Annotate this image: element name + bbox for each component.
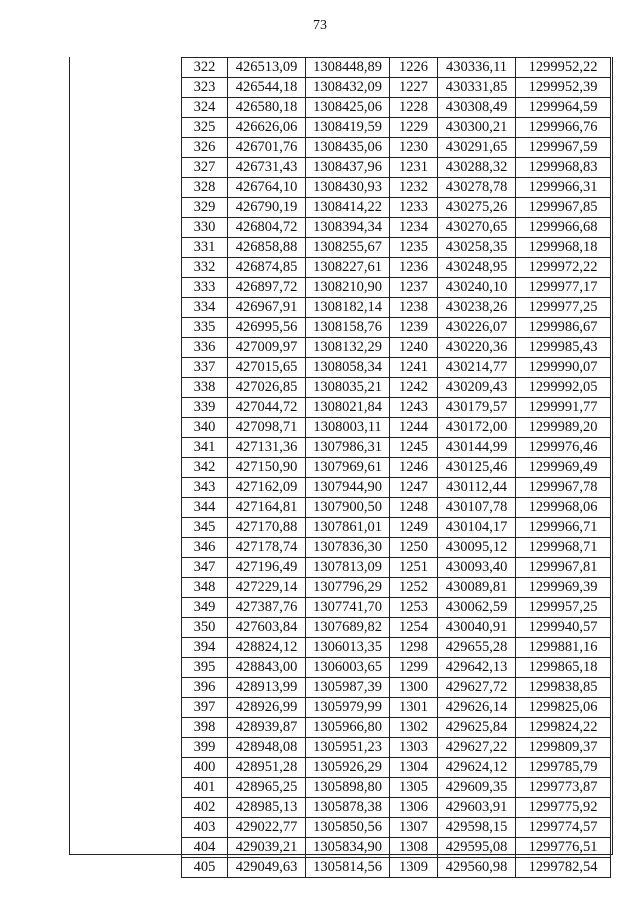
- point-number-a-cell: 403: [182, 818, 228, 838]
- point-number-b-cell: 1231: [390, 158, 438, 178]
- x-coordinate-b-cell: 430308,49: [438, 98, 516, 118]
- y-coordinate-b-cell: 1299977,25: [516, 298, 611, 318]
- y-coordinate-b-cell: 1299775,92: [516, 798, 611, 818]
- x-coordinate-a-cell: 428965,25: [228, 778, 306, 798]
- point-number-b-cell: 1233: [390, 198, 438, 218]
- x-coordinate-b-cell: 429627,22: [438, 738, 516, 758]
- point-number-b-cell: 1303: [390, 738, 438, 758]
- y-coordinate-b-cell: 1299967,78: [516, 478, 611, 498]
- x-coordinate-a-cell: 426967,91: [228, 298, 306, 318]
- y-coordinate-b-cell: 1299991,77: [516, 398, 611, 418]
- x-coordinate-a-cell: 426858,88: [228, 238, 306, 258]
- point-number-b-cell: 1306: [390, 798, 438, 818]
- point-number-a-cell: 328: [182, 178, 228, 198]
- point-number-b-cell: 1239: [390, 318, 438, 338]
- table-row: [182, 718, 611, 738]
- point-number-b-cell: 1227: [390, 78, 438, 98]
- point-number-a-cell: 349: [182, 598, 228, 618]
- y-coordinate-b-cell: 1299952,39: [516, 78, 611, 98]
- x-coordinate-a-cell: 426764,10: [228, 178, 306, 198]
- y-coordinate-a-cell: 1305814,56: [306, 858, 390, 878]
- point-number-b-cell: 1307: [390, 818, 438, 838]
- point-number-b-cell: 1249: [390, 518, 438, 538]
- x-coordinate-b-cell: 430144,99: [438, 438, 516, 458]
- page-number: 73: [313, 18, 327, 33]
- y-coordinate-b-cell: 1299977,17: [516, 278, 611, 298]
- table-row: [182, 438, 611, 458]
- x-coordinate-a-cell: 428913,99: [228, 678, 306, 698]
- x-coordinate-b-cell: 430270,65: [438, 218, 516, 238]
- x-coordinate-a-cell: 426626,06: [228, 118, 306, 138]
- x-coordinate-b-cell: 430278,78: [438, 178, 516, 198]
- x-coordinate-b-cell: 430238,26: [438, 298, 516, 318]
- point-number-a-cell: 405: [182, 858, 228, 878]
- table-row: [182, 138, 611, 158]
- y-coordinate-b-cell: 1299957,25: [516, 598, 611, 618]
- y-coordinate-a-cell: 1308210,90: [306, 278, 390, 298]
- y-coordinate-b-cell: 1299968,18: [516, 238, 611, 258]
- y-coordinate-b-cell: 1299976,46: [516, 438, 611, 458]
- table-row: [182, 598, 611, 618]
- table-row: [182, 798, 611, 818]
- coordinates-table-body: [182, 58, 611, 878]
- point-number-b-cell: 1254: [390, 618, 438, 638]
- point-number-b-cell: 1251: [390, 558, 438, 578]
- x-coordinate-b-cell: 429625,84: [438, 718, 516, 738]
- x-coordinate-b-cell: 430226,07: [438, 318, 516, 338]
- x-coordinate-b-cell: 429642,13: [438, 658, 516, 678]
- y-coordinate-a-cell: 1307813,09: [306, 558, 390, 578]
- x-coordinate-b-cell: 430179,57: [438, 398, 516, 418]
- x-coordinate-b-cell: 429627,72: [438, 678, 516, 698]
- point-number-b-cell: 1245: [390, 438, 438, 458]
- x-coordinate-a-cell: 428939,87: [228, 718, 306, 738]
- point-number-b-cell: 1252: [390, 578, 438, 598]
- x-coordinate-a-cell: 428951,28: [228, 758, 306, 778]
- y-coordinate-b-cell: 1299967,81: [516, 558, 611, 578]
- y-coordinate-b-cell: 1299865,18: [516, 658, 611, 678]
- x-coordinate-b-cell: 430062,59: [438, 598, 516, 618]
- x-coordinate-a-cell: 427603,84: [228, 618, 306, 638]
- table-row: [182, 238, 611, 258]
- y-coordinate-b-cell: 1299881,16: [516, 638, 611, 658]
- y-coordinate-a-cell: 1308035,21: [306, 378, 390, 398]
- table-row: [182, 638, 611, 658]
- table-row: [182, 298, 611, 318]
- table-row: [182, 778, 611, 798]
- y-coordinate-a-cell: 1307986,31: [306, 438, 390, 458]
- y-coordinate-b-cell: 1299966,76: [516, 118, 611, 138]
- y-coordinate-b-cell: 1299986,67: [516, 318, 611, 338]
- y-coordinate-b-cell: 1299966,68: [516, 218, 611, 238]
- y-coordinate-b-cell: 1299968,83: [516, 158, 611, 178]
- table-row: [182, 178, 611, 198]
- x-coordinate-a-cell: 426874,85: [228, 258, 306, 278]
- point-number-b-cell: 1234: [390, 218, 438, 238]
- x-coordinate-b-cell: 430040,91: [438, 618, 516, 638]
- point-number-b-cell: 1309: [390, 858, 438, 878]
- point-number-a-cell: 347: [182, 558, 228, 578]
- x-coordinate-b-cell: 430095,12: [438, 538, 516, 558]
- y-coordinate-a-cell: 1308132,29: [306, 338, 390, 358]
- x-coordinate-a-cell: 427026,85: [228, 378, 306, 398]
- y-coordinate-a-cell: 1305834,90: [306, 838, 390, 858]
- point-number-b-cell: 1226: [390, 58, 438, 78]
- x-coordinate-a-cell: 427044,72: [228, 398, 306, 418]
- point-number-b-cell: 1229: [390, 118, 438, 138]
- point-number-a-cell: 348: [182, 578, 228, 598]
- y-coordinate-a-cell: 1307689,82: [306, 618, 390, 638]
- y-coordinate-a-cell: 1305951,23: [306, 738, 390, 758]
- y-coordinate-a-cell: 1306013,35: [306, 638, 390, 658]
- y-coordinate-a-cell: 1305898,80: [306, 778, 390, 798]
- y-coordinate-b-cell: 1299782,54: [516, 858, 611, 878]
- y-coordinate-b-cell: 1299985,43: [516, 338, 611, 358]
- y-coordinate-b-cell: 1299809,37: [516, 738, 611, 758]
- x-coordinate-a-cell: 426790,19: [228, 198, 306, 218]
- x-coordinate-b-cell: 430104,17: [438, 518, 516, 538]
- x-coordinate-a-cell: 428948,08: [228, 738, 306, 758]
- x-coordinate-a-cell: 426897,72: [228, 278, 306, 298]
- point-number-a-cell: 398: [182, 718, 228, 738]
- y-coordinate-b-cell: 1299964,59: [516, 98, 611, 118]
- table-row: [182, 378, 611, 398]
- point-number-b-cell: 1302: [390, 718, 438, 738]
- point-number-a-cell: 323: [182, 78, 228, 98]
- point-number-b-cell: 1250: [390, 538, 438, 558]
- point-number-b-cell: 1298: [390, 638, 438, 658]
- point-number-a-cell: 333: [182, 278, 228, 298]
- x-coordinate-a-cell: 427015,65: [228, 358, 306, 378]
- y-coordinate-a-cell: 1305878,38: [306, 798, 390, 818]
- point-number-a-cell: 343: [182, 478, 228, 498]
- point-number-b-cell: 1246: [390, 458, 438, 478]
- point-number-a-cell: 338: [182, 378, 228, 398]
- x-coordinate-b-cell: 429603,91: [438, 798, 516, 818]
- table-row: [182, 218, 611, 238]
- point-number-a-cell: 325: [182, 118, 228, 138]
- y-coordinate-a-cell: 1308182,14: [306, 298, 390, 318]
- y-coordinate-a-cell: 1308430,93: [306, 178, 390, 198]
- table-row: [182, 578, 611, 598]
- y-coordinate-a-cell: 1307861,01: [306, 518, 390, 538]
- point-number-b-cell: 1304: [390, 758, 438, 778]
- point-number-b-cell: 1301: [390, 698, 438, 718]
- y-coordinate-b-cell: 1299990,07: [516, 358, 611, 378]
- point-number-a-cell: 345: [182, 518, 228, 538]
- y-coordinate-b-cell: 1299774,57: [516, 818, 611, 838]
- point-number-b-cell: 1299: [390, 658, 438, 678]
- x-coordinate-a-cell: 427164,81: [228, 498, 306, 518]
- x-coordinate-b-cell: 430291,65: [438, 138, 516, 158]
- point-number-a-cell: 331: [182, 238, 228, 258]
- point-number-b-cell: 1236: [390, 258, 438, 278]
- point-number-b-cell: 1308: [390, 838, 438, 858]
- point-number-b-cell: 1305: [390, 778, 438, 798]
- point-number-a-cell: 402: [182, 798, 228, 818]
- y-coordinate-a-cell: 1307944,90: [306, 478, 390, 498]
- table-row: [182, 278, 611, 298]
- x-coordinate-a-cell: 428926,99: [228, 698, 306, 718]
- table-row: [182, 538, 611, 558]
- table-row: [182, 478, 611, 498]
- y-coordinate-a-cell: 1308394,34: [306, 218, 390, 238]
- y-coordinate-a-cell: 1308432,09: [306, 78, 390, 98]
- y-coordinate-b-cell: 1299967,85: [516, 198, 611, 218]
- point-number-a-cell: 330: [182, 218, 228, 238]
- y-coordinate-b-cell: 1299773,87: [516, 778, 611, 798]
- x-coordinate-b-cell: 430288,32: [438, 158, 516, 178]
- y-coordinate-b-cell: 1299969,49: [516, 458, 611, 478]
- y-coordinate-b-cell: 1299952,22: [516, 58, 611, 78]
- table-row: [182, 858, 611, 878]
- point-number-a-cell: 397: [182, 698, 228, 718]
- x-coordinate-a-cell: 427170,88: [228, 518, 306, 538]
- table-row: [182, 498, 611, 518]
- point-number-a-cell: 339: [182, 398, 228, 418]
- point-number-a-cell: 335: [182, 318, 228, 338]
- point-number-a-cell: 334: [182, 298, 228, 318]
- point-number-b-cell: 1253: [390, 598, 438, 618]
- point-number-b-cell: 1238: [390, 298, 438, 318]
- y-coordinate-a-cell: 1307969,61: [306, 458, 390, 478]
- y-coordinate-a-cell: 1307741,70: [306, 598, 390, 618]
- y-coordinate-a-cell: 1307796,29: [306, 578, 390, 598]
- table-row: [182, 338, 611, 358]
- x-coordinate-b-cell: 430258,35: [438, 238, 516, 258]
- point-number-a-cell: 350: [182, 618, 228, 638]
- point-number-a-cell: 344: [182, 498, 228, 518]
- x-coordinate-a-cell: 427229,14: [228, 578, 306, 598]
- x-coordinate-a-cell: 426580,18: [228, 98, 306, 118]
- y-coordinate-a-cell: 1308414,22: [306, 198, 390, 218]
- x-coordinate-b-cell: 430300,21: [438, 118, 516, 138]
- x-coordinate-a-cell: 426701,76: [228, 138, 306, 158]
- y-coordinate-b-cell: 1299838,85: [516, 678, 611, 698]
- y-coordinate-a-cell: 1308058,34: [306, 358, 390, 378]
- x-coordinate-b-cell: 430331,85: [438, 78, 516, 98]
- table-row: [182, 158, 611, 178]
- x-coordinate-b-cell: 430248,95: [438, 258, 516, 278]
- table-row: [182, 418, 611, 438]
- y-coordinate-a-cell: 1308227,61: [306, 258, 390, 278]
- x-coordinate-a-cell: 427387,76: [228, 598, 306, 618]
- point-number-a-cell: 342: [182, 458, 228, 478]
- x-coordinate-b-cell: 429624,12: [438, 758, 516, 778]
- table-row: [182, 658, 611, 678]
- blank-column: [69, 57, 181, 854]
- y-coordinate-b-cell: 1299776,51: [516, 838, 611, 858]
- y-coordinate-a-cell: 1305850,56: [306, 818, 390, 838]
- table-row: [182, 198, 611, 218]
- y-coordinate-a-cell: 1305966,80: [306, 718, 390, 738]
- point-number-a-cell: 404: [182, 838, 228, 858]
- x-coordinate-a-cell: 427162,09: [228, 478, 306, 498]
- point-number-a-cell: 326: [182, 138, 228, 158]
- point-number-b-cell: 1228: [390, 98, 438, 118]
- point-number-b-cell: 1248: [390, 498, 438, 518]
- point-number-a-cell: 341: [182, 438, 228, 458]
- x-coordinate-b-cell: 430214,77: [438, 358, 516, 378]
- x-coordinate-b-cell: 429598,15: [438, 818, 516, 838]
- point-number-b-cell: 1240: [390, 338, 438, 358]
- point-number-a-cell: 337: [182, 358, 228, 378]
- point-number-a-cell: 399: [182, 738, 228, 758]
- table-row: [182, 458, 611, 478]
- x-coordinate-b-cell: 430107,78: [438, 498, 516, 518]
- x-coordinate-a-cell: 427098,71: [228, 418, 306, 438]
- table-row: [182, 518, 611, 538]
- point-number-b-cell: 1242: [390, 378, 438, 398]
- point-number-a-cell: 394: [182, 638, 228, 658]
- x-coordinate-a-cell: 428985,13: [228, 798, 306, 818]
- point-number-a-cell: 322: [182, 58, 228, 78]
- y-coordinate-a-cell: 1305979,99: [306, 698, 390, 718]
- point-number-a-cell: 401: [182, 778, 228, 798]
- y-coordinate-a-cell: 1308021,84: [306, 398, 390, 418]
- point-number-b-cell: 1244: [390, 418, 438, 438]
- point-number-b-cell: 1300: [390, 678, 438, 698]
- y-coordinate-a-cell: 1308435,06: [306, 138, 390, 158]
- x-coordinate-a-cell: 426513,09: [228, 58, 306, 78]
- y-coordinate-b-cell: 1299785,79: [516, 758, 611, 778]
- x-coordinate-a-cell: 428824,12: [228, 638, 306, 658]
- x-coordinate-b-cell: 430275,26: [438, 198, 516, 218]
- point-number-a-cell: 340: [182, 418, 228, 438]
- table-row: [182, 558, 611, 578]
- x-coordinate-a-cell: 429039,21: [228, 838, 306, 858]
- table-row: [182, 98, 611, 118]
- table-row: [182, 358, 611, 378]
- y-coordinate-a-cell: 1308158,76: [306, 318, 390, 338]
- coordinates-table: [181, 57, 611, 878]
- x-coordinate-a-cell: 427196,49: [228, 558, 306, 578]
- point-number-b-cell: 1232: [390, 178, 438, 198]
- table-row: [182, 258, 611, 278]
- y-coordinate-b-cell: 1299967,59: [516, 138, 611, 158]
- table-row: [182, 398, 611, 418]
- y-coordinate-b-cell: 1299940,57: [516, 618, 611, 638]
- x-coordinate-b-cell: 430220,36: [438, 338, 516, 358]
- y-coordinate-b-cell: 1299966,31: [516, 178, 611, 198]
- y-coordinate-a-cell: 1308003,11: [306, 418, 390, 438]
- y-coordinate-a-cell: 1305987,39: [306, 678, 390, 698]
- table-row: [182, 698, 611, 718]
- x-coordinate-a-cell: 426544,18: [228, 78, 306, 98]
- x-coordinate-b-cell: 430209,43: [438, 378, 516, 398]
- x-coordinate-a-cell: 426731,43: [228, 158, 306, 178]
- point-number-a-cell: 329: [182, 198, 228, 218]
- point-number-a-cell: 324: [182, 98, 228, 118]
- y-coordinate-a-cell: 1307900,50: [306, 498, 390, 518]
- table-row: [182, 318, 611, 338]
- table-row: [182, 618, 611, 638]
- point-number-a-cell: 396: [182, 678, 228, 698]
- table-row: [182, 838, 611, 858]
- y-coordinate-b-cell: 1299972,22: [516, 258, 611, 278]
- point-number-a-cell: 327: [182, 158, 228, 178]
- x-coordinate-a-cell: 429049,63: [228, 858, 306, 878]
- y-coordinate-b-cell: 1299992,05: [516, 378, 611, 398]
- x-coordinate-b-cell: 430240,10: [438, 278, 516, 298]
- x-coordinate-a-cell: 426995,56: [228, 318, 306, 338]
- x-coordinate-b-cell: 430172,00: [438, 418, 516, 438]
- y-coordinate-a-cell: 1308448,89: [306, 58, 390, 78]
- x-coordinate-b-cell: 429609,35: [438, 778, 516, 798]
- y-coordinate-b-cell: 1299824,22: [516, 718, 611, 738]
- y-coordinate-a-cell: 1305926,29: [306, 758, 390, 778]
- x-coordinate-a-cell: 429022,77: [228, 818, 306, 838]
- x-coordinate-b-cell: 429560,98: [438, 858, 516, 878]
- x-coordinate-b-cell: 429655,28: [438, 638, 516, 658]
- point-number-b-cell: 1247: [390, 478, 438, 498]
- y-coordinate-a-cell: 1307836,30: [306, 538, 390, 558]
- x-coordinate-b-cell: 430093,40: [438, 558, 516, 578]
- x-coordinate-b-cell: 429595,08: [438, 838, 516, 858]
- table-row: [182, 58, 611, 78]
- point-number-b-cell: 1237: [390, 278, 438, 298]
- table-row: [182, 118, 611, 138]
- x-coordinate-a-cell: 426804,72: [228, 218, 306, 238]
- x-coordinate-a-cell: 427009,97: [228, 338, 306, 358]
- y-coordinate-b-cell: 1299825,06: [516, 698, 611, 718]
- y-coordinate-b-cell: 1299989,20: [516, 418, 611, 438]
- table-row: [182, 738, 611, 758]
- point-number-b-cell: 1243: [390, 398, 438, 418]
- point-number-a-cell: 346: [182, 538, 228, 558]
- x-coordinate-a-cell: 428843,00: [228, 658, 306, 678]
- table-row: [182, 78, 611, 98]
- table-row: [182, 818, 611, 838]
- point-number-a-cell: 395: [182, 658, 228, 678]
- table-row: [182, 758, 611, 778]
- y-coordinate-b-cell: 1299966,71: [516, 518, 611, 538]
- y-coordinate-a-cell: 1308437,96: [306, 158, 390, 178]
- y-coordinate-b-cell: 1299968,06: [516, 498, 611, 518]
- point-number-a-cell: 400: [182, 758, 228, 778]
- x-coordinate-b-cell: 430125,46: [438, 458, 516, 478]
- x-coordinate-b-cell: 430089,81: [438, 578, 516, 598]
- point-number-b-cell: 1241: [390, 358, 438, 378]
- y-coordinate-b-cell: 1299968,71: [516, 538, 611, 558]
- y-coordinate-a-cell: 1308419,59: [306, 118, 390, 138]
- x-coordinate-b-cell: 430112,44: [438, 478, 516, 498]
- point-number-b-cell: 1230: [390, 138, 438, 158]
- y-coordinate-a-cell: 1308255,67: [306, 238, 390, 258]
- x-coordinate-a-cell: 427131,36: [228, 438, 306, 458]
- point-number-a-cell: 336: [182, 338, 228, 358]
- table-row: [182, 678, 611, 698]
- x-coordinate-b-cell: 429626,14: [438, 698, 516, 718]
- point-number-b-cell: 1235: [390, 238, 438, 258]
- y-coordinate-a-cell: 1308425,06: [306, 98, 390, 118]
- x-coordinate-a-cell: 427150,90: [228, 458, 306, 478]
- y-coordinate-b-cell: 1299969,39: [516, 578, 611, 598]
- point-number-a-cell: 332: [182, 258, 228, 278]
- x-coordinate-b-cell: 430336,11: [438, 58, 516, 78]
- y-coordinate-a-cell: 1306003,65: [306, 658, 390, 678]
- x-coordinate-a-cell: 427178,74: [228, 538, 306, 558]
